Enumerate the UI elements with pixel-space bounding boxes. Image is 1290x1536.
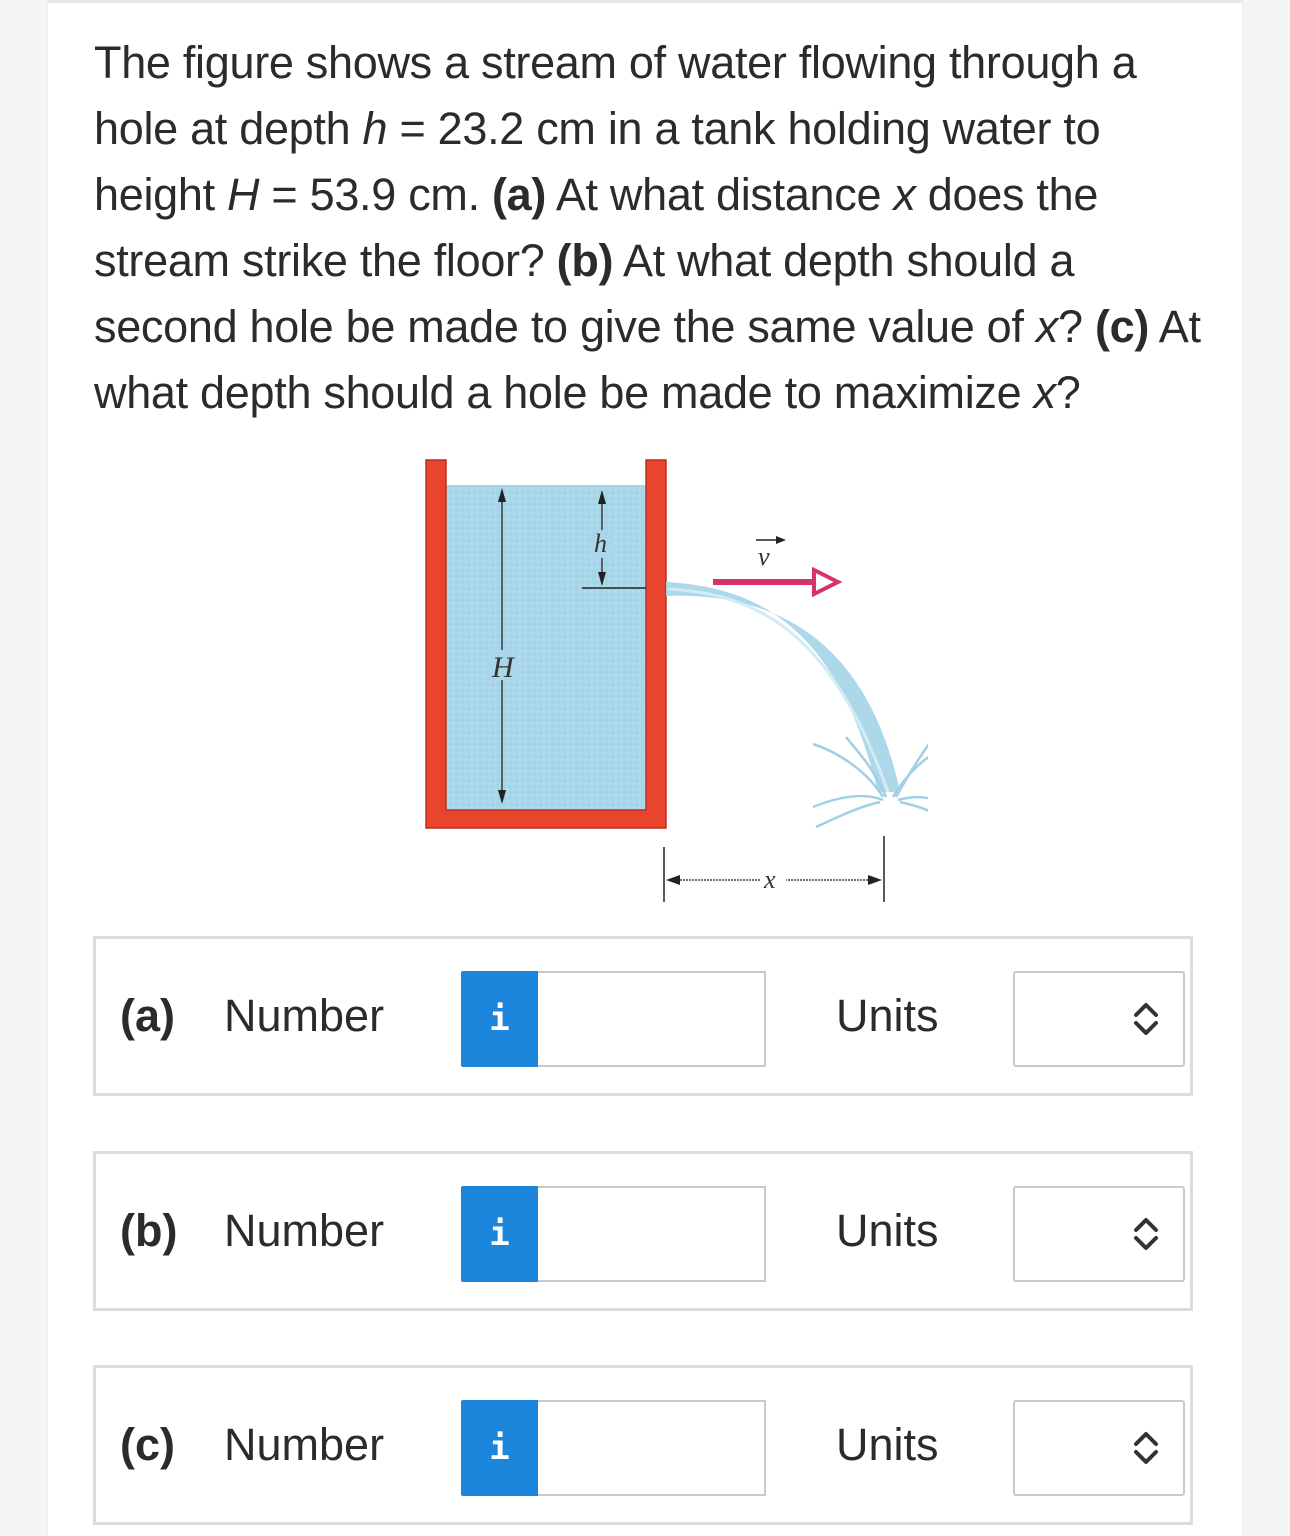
part-label-a: (a): [120, 990, 175, 1041]
units-select-b[interactable]: [1013, 1186, 1185, 1282]
top-divider: [48, 0, 1242, 3]
info-icon: i: [489, 1214, 510, 1254]
part-label-c: (c): [120, 1419, 175, 1470]
number-input-a[interactable]: [538, 971, 766, 1067]
answer-row-a: [93, 936, 1193, 1096]
part-label-b: (b): [120, 1205, 178, 1256]
tank-figure: [368, 452, 928, 912]
label-H: H: [492, 651, 514, 684]
info-button-a[interactable]: [461, 971, 538, 1067]
number-label-a: Number: [224, 990, 385, 1041]
number-input-b[interactable]: [538, 1186, 766, 1282]
units-label-a: Units: [836, 990, 939, 1041]
info-icon: i: [489, 1428, 510, 1468]
chevron-updown-icon: [1131, 1214, 1161, 1254]
number-input-c[interactable]: [538, 1400, 766, 1496]
number-label-b: Number: [224, 1205, 385, 1256]
units-select-c[interactable]: [1013, 1400, 1185, 1496]
question-card: [48, 0, 1242, 1536]
label-x: x: [764, 865, 776, 894]
number-label-c: Number: [224, 1419, 385, 1470]
units-label-c: Units: [836, 1419, 939, 1470]
label-v: v: [758, 542, 770, 571]
answer-row-b: [93, 1151, 1193, 1311]
label-h: h: [594, 529, 607, 558]
info-button-b[interactable]: [461, 1186, 538, 1282]
chevron-updown-icon: [1131, 1428, 1161, 1468]
question-text: The figure shows a stream of water flowing through a hole at depth h = 23.2 cm in a tank holding water to height H = 53.9 cm. (a) At what distance x does the stream strike the floor? (b) At what depth should a second hole be made to give the same value of x? (c) At what depth should a hole be made to maximize x?: [94, 37, 1201, 418]
chevron-updown-icon: [1131, 999, 1161, 1039]
info-button-c[interactable]: [461, 1400, 538, 1496]
units-label-b: Units: [836, 1205, 939, 1256]
answer-row-c: [93, 1365, 1193, 1525]
info-icon: i: [489, 999, 510, 1039]
tank-water: [446, 485, 646, 815]
units-select-a[interactable]: [1013, 971, 1185, 1067]
